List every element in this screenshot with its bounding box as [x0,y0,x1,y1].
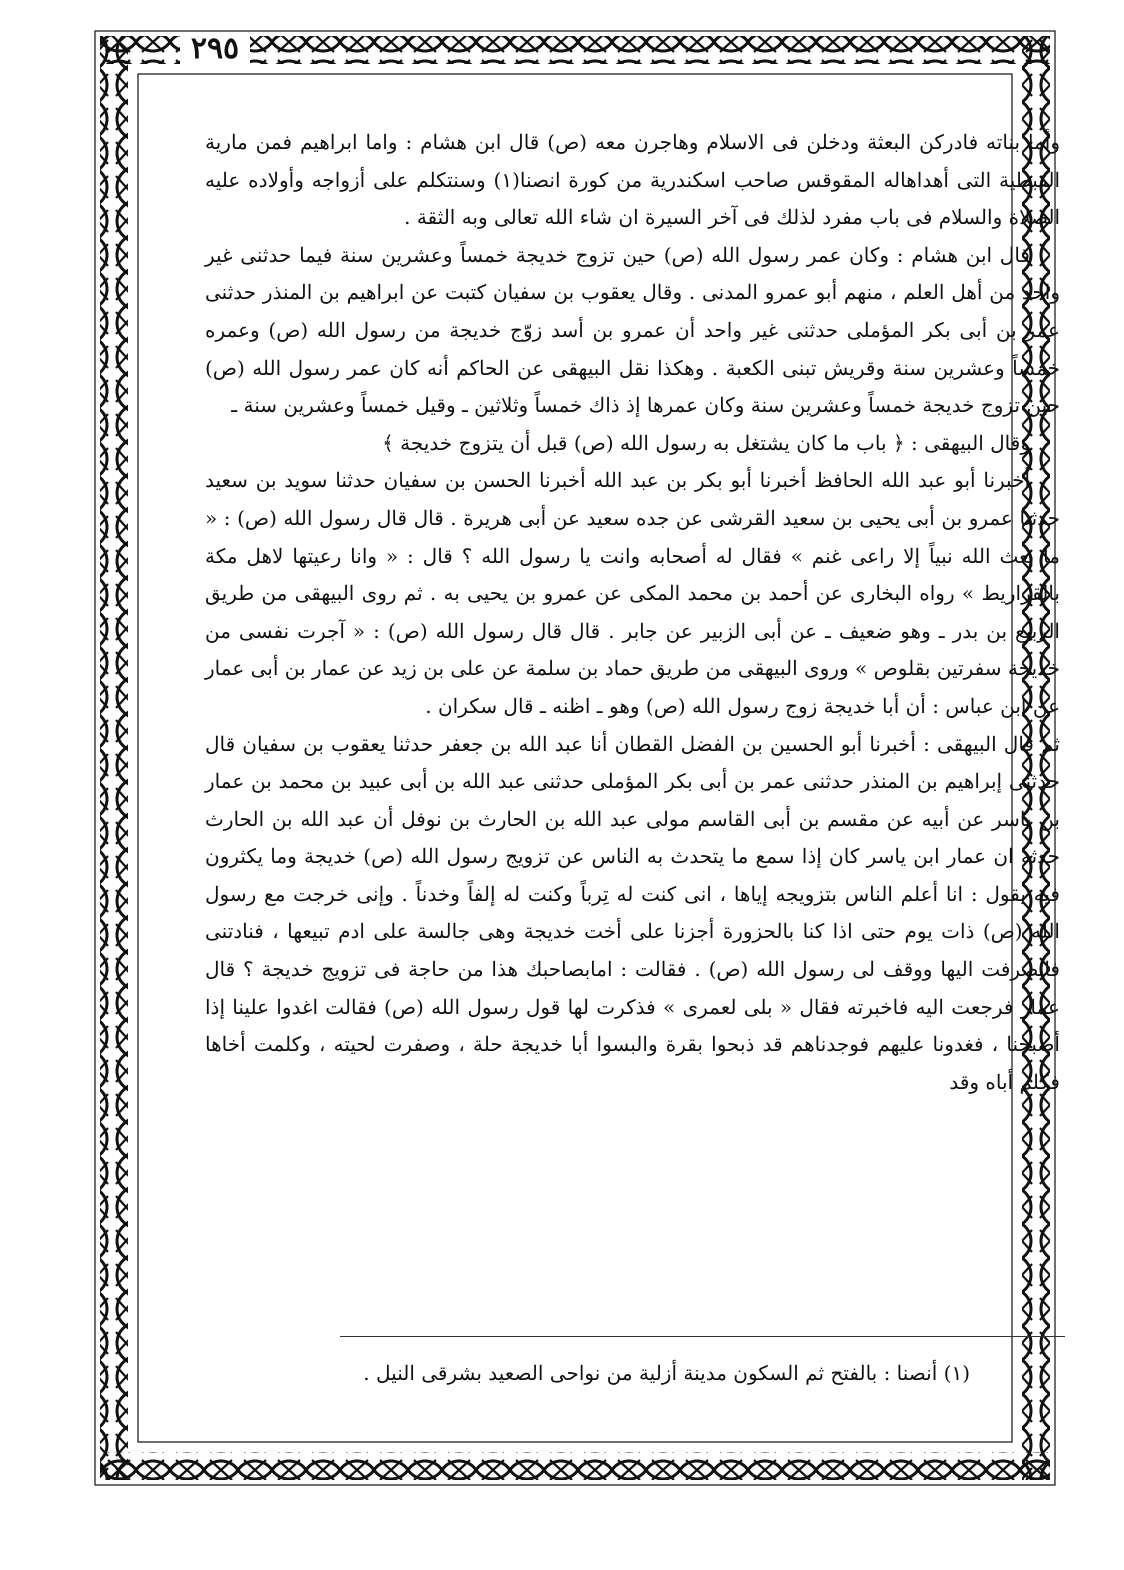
paragraph: ثم قال البيهقى : أخبرنا أبو الحسين بن الفضل القطان أنا عبد الله بن جعفر حدثنا يعقوب بن سفيان قال حدثنى إبراهيم بن المنذر حدثنى عمر بن أبى بكر المؤملى حدثنى عبد الله بن أبى عبيد بن محمد بن عمار بن ياسر عن أبيه عن مقسم بن أبى القاسم مولى عبد الله بن الحارث بن نوفل أن عبد الله بن الحارث حدثه ان عمار ابن ياسر كان إذا سمع ما يتحدث به الناس عن تزويج رسول الله (ص) خديجة وما يكثرون فيه يقول : انا أعلم الناس بتزويجه إياها ، انى كنت له تِرباً وكنت له إلفاً وخدناً . وإنى خرجت مع رسول الله (ص) ذات يوم حتى اذا كنا بالحزورة أجزنا على أخت خديجة وهى جالسة على ادم تبيعها ، فنادتنى فانصرفت اليها ووقف لى رسول الله (ص) . فقالت : امابصاحبك هذا من حاجة فى تزويج خديجة ؟ قال عمار فرجعت اليه فاخبرته فقال « بلى لعمرى » فذكرت لها قول رسول الله (ص) فقالت اغدوا علينا إذا أصبحنا ، فغدونا عليهم فوجدناهم قد ذبحوا بقرة والبسوا أبا خديجة حلة ، وصفرت لحيته ، وكلمت أخاها فكلم أباه وقد [205,731,1060,1094]
footnote: (١) أنصنا : بالفتح ثم السكون مدينة أزلية من نواحى الصعيد بشرقى النيل . [363,1361,970,1385]
page-number: ٢٩٥ [180,32,250,66]
paragraph: قال ابن هشام : وكان عمر رسول الله (ص) حين تزوج خديجة خمساً وعشرين سنة فيما حدثنى غير واحد من أهل العلم ، منهم أبو عمرو المدنى . وقال يعقوب بن سفيان كتبت عن ابراهيم بن المنذر حدثنى عمر بن أبى بكر المؤملى حدثنى غير واحد أن عمرو بن أسد زوّج خديجة من رسول الله (ص) وعمره خمساً وعشرين سنة وقريش تبنى الكعبة . وهكذا نقل البيهقى عن الحاكم أنه كان عمر رسول الله (ص) حين تزوج خديجة خمساً وعشرين سنة وكان عمرها إذ ذاك خمساً وثلاثين ـ وقيل خمساً وعشرين سنة ـ [205,242,1060,418]
paragraph: وقال البيهقى : ﴿ باب ما كان يشتغل به رسول الله (ص) قبل أن يتزوج خديجة ﴾ [382,430,1030,455]
footnote-divider [340,1336,1065,1337]
paragraph: أخبرنا أبو عبد الله الحافظ أخبرنا أبو بكر بن عبد الله أخبرنا الحسن بن سفيان حدثنا سويد بن سعيد حدثنا عمرو بن أبى يحيى بن سعيد القرشى عن جده سعيد عن أبى هريرة . قال قال رسول الله (ص) : « ما بعث الله نبياً إلا راعى غنم » فقال له أصحابه وانت يا رسول الله ؟ قال : « وانا رعيتها لاهل مكة بالقراريط » رواه البخارى عن أحمد بن محمد المكى عن عمرو بن يحيى به . ثم روى البيهقى من طريق الربيع بن بدر ـ وهو ضعيف ـ عن أبى الزبير عن جابر . قال قال رسول الله (ص) : « آجرت نفسى من خديجة سفرتين بقلوص » وروى البيهقى من طريق حماد بن سلمة عن على بن زيد عن عمار بن أبى عمار عن ابن عباس : أن أبا خديجة زوج رسول الله (ص) وهو ـ اظنه ـ قال سكران . [205,468,1060,718]
body-text [205,124,1060,1101]
paragraph: وأما بناته فادركن البعثة ودخلن فى الاسلام وهاجرن معه (ص) قال ابن هشام : واما ابراهيم فمن مارية القبطية التى أهداهاله المقوقس صاحب اسكندرية من كورة انصنا(١) وسنتكلم على أزواجه وأولاده عليه الصلاة والسلام فى باب مفرد لذلك فى آخر السيرة ان شاء الله تعالى وبه الثقة . [205,130,1060,230]
